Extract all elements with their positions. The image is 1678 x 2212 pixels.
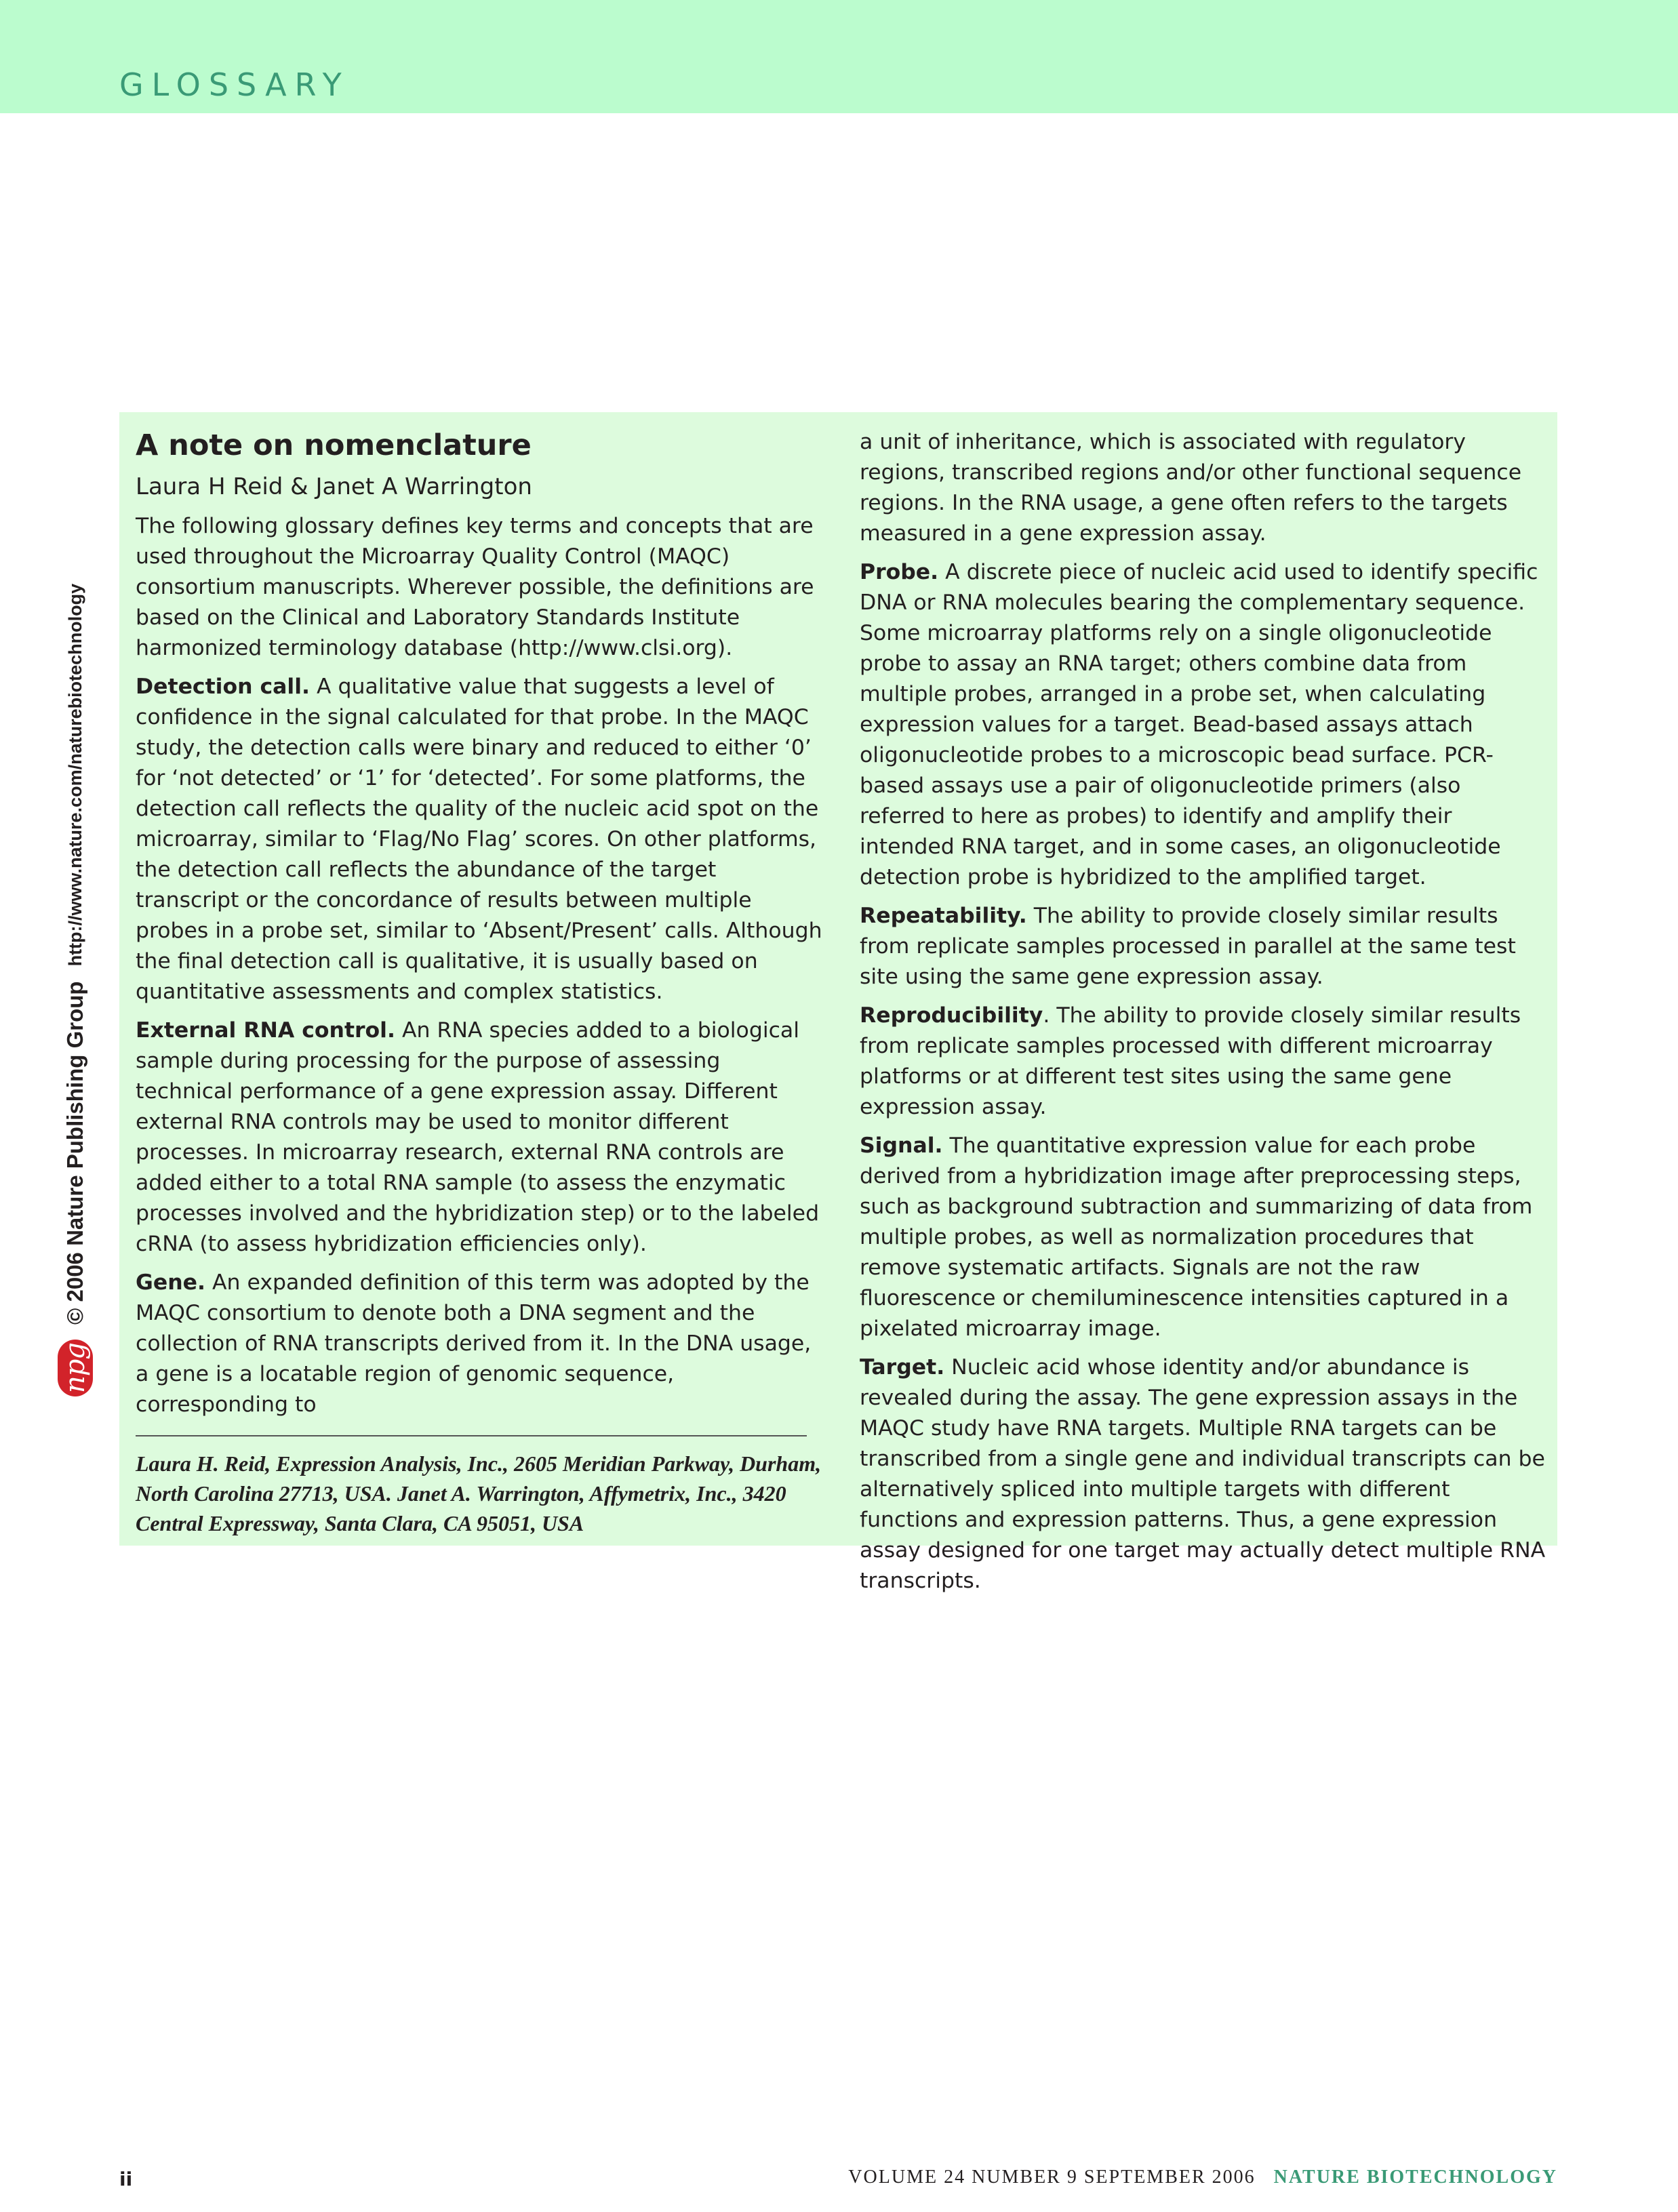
glossary-entry — [136, 1268, 824, 1420]
glossary-definition: An expanded definition of this term was adopted by the MAQC consortium to denote both a DNA segment and the collection of RNA transcripts derived from it. In the DNA usage, a gene is a locatable region of genomic sequence, corresponding to — [136, 1270, 812, 1417]
article-authors: Laura H Reid & Janet A Warrington — [136, 473, 532, 500]
affiliation-divider — [136, 1435, 807, 1436]
glossary-definition: Nucleic acid whose identity and/or abundance is revealed during the assay. The gene expression assays in the MAQC study have RNA targets. Multiple RNA targets can be transcribed from a single gene and individual transcripts can be alternatively spliced into multiple targets with different functions and expression patterns. Thus, a gene expression assay designed for one target may actually detect multiple RNA transcripts. — [860, 1355, 1546, 1593]
glossary-entry — [860, 901, 1548, 992]
glossary-definition: . The ability to provide closely similar results from replicate samples processed with different microarray platforms or at different test sites using the same gene expression assay. — [860, 1003, 1521, 1119]
glossary-entry — [136, 672, 824, 1007]
glossary-term: Signal. — [860, 1133, 943, 1158]
glossary-term: External RNA control. — [136, 1018, 395, 1043]
journal-footer — [848, 2167, 1557, 2188]
glossary-entry — [860, 557, 1548, 893]
glossary-definition: a unit of inheritance, which is associated with regulatory regions, transcribed regions and/or other functional sequence regions. In the RNA usage, a gene often refers to the targets measured in a gene expression assay. — [860, 430, 1522, 546]
journal-url[interactable]: http://www.nature.com/naturebiotechnology — [64, 583, 85, 967]
glossary-definition: An RNA species added to a biological sample during processing for the purpose of assessing technical performance of a gene expression assay. Different external RNA controls may be used to monitor different processes. In microarray research, external RNA controls are added either to a total RNA sample (to assess the enzymatic processes involved and the hybridization step) or to the labeled cRNA (to assess hybridization efficiencies only). — [136, 1018, 820, 1256]
section-title: GLOSSARY — [119, 66, 350, 103]
glossary-definition: A discrete piece of nucleic acid used to identify specific DNA or RNA molecules bearing the complementary sequence. Some microarray platforms rely on a single oligonucleotide probe to assay an RNA target; others combine data from multiple probes, arranged in a probe set, when calculating expression values for a target. Bead-based assays attach oligonucleotide probes to a microscopic bead surface. PCR-based assays use a pair of oligonucleotide primers (also referred to here as probes) to identify and amplify their intended RNA target, and in some cases, an oligonucleotide detection probe is hybridized to the amplified target. — [860, 560, 1538, 889]
glossary-entry — [136, 1015, 824, 1260]
copyright-text: © 2006 Nature Publishing Group — [62, 981, 87, 1325]
author-affiliations: Laura H. Reid, Expression Analysis, Inc., 2605 Meridian Parkway, Durham, North Carolina 27713, USA. Janet A. Warrington, Affymetrix, Inc., 3420 Central Expressway, Santa Clara, CA 95051, USA — [136, 1451, 822, 1535]
right-column — [860, 427, 1548, 1605]
article-title: A note on nomenclature — [136, 428, 532, 462]
glossary-term: Gene. — [136, 1270, 205, 1295]
glossary-term: Reproducibility — [860, 1003, 1043, 1028]
npg-logo: npg — [58, 1340, 93, 1396]
intro-paragraph: The following glossary defines key terms and concepts that are used throughout the Microarray Quality Control (MAQC) consortium manuscripts. Wherever possible, the definitions are based on the Clinical and Laboratory Standards Institute harmonized terminology database (http://www.clsi.org). — [136, 514, 814, 660]
glossary-entry — [860, 1131, 1548, 1344]
glossary-entry — [860, 1352, 1548, 1596]
left-column — [136, 427, 824, 1546]
glossary-definition: A qualitative value that suggests a level of confidence in the signal calculated for that probe. In the MAQC study, the detection calls were binary and reduced to either ‘0’ for ‘not detected’ or ‘1’ for ‘detected’. For some platforms, the detection call reflects the quality of the nucleic acid spot on the microarray, similar to ‘Flag/No Flag’ scores. On other platforms, the detection call reflects the abundance of the target transcript or the concordance of results between multiple probes in a probe set, similar to ‘Absent/Present’ calls. Although the final detection call is qualitative, it is usually based on quantitative assessments and complex statistics. — [136, 675, 822, 1004]
issue-info: VOLUME 24 NUMBER 9 SEPTEMBER 2006 — [848, 2167, 1256, 2188]
glossary-entry — [860, 427, 1548, 549]
journal-name: NATURE BIOTECHNOLOGY — [1273, 2167, 1557, 2188]
glossary-term: Target. — [860, 1355, 945, 1380]
glossary-entry — [860, 1001, 1548, 1123]
glossary-definition: The ability to provide closely similar results from replicate samples processed in parallel at the same test site using the same gene expression assay. — [860, 904, 1516, 989]
glossary-term: Probe. — [860, 560, 939, 584]
glossary-term: Repeatability. — [860, 904, 1027, 928]
copyright-sidebar — [58, 584, 93, 1396]
page-number: ii — [119, 2168, 133, 2190]
glossary-definition: The quantitative expression value for each probe derived from a hybridization image after preprocessing steps, such as background subtraction and summarizing of data from multiple probes, as well as normalization procedures that remove systematic artifacts. Signals are not the raw fluorescence or chemiluminescence intensities captured in a pixelated microarray image. — [860, 1133, 1533, 1341]
glossary-term: Detection call. — [136, 675, 310, 699]
